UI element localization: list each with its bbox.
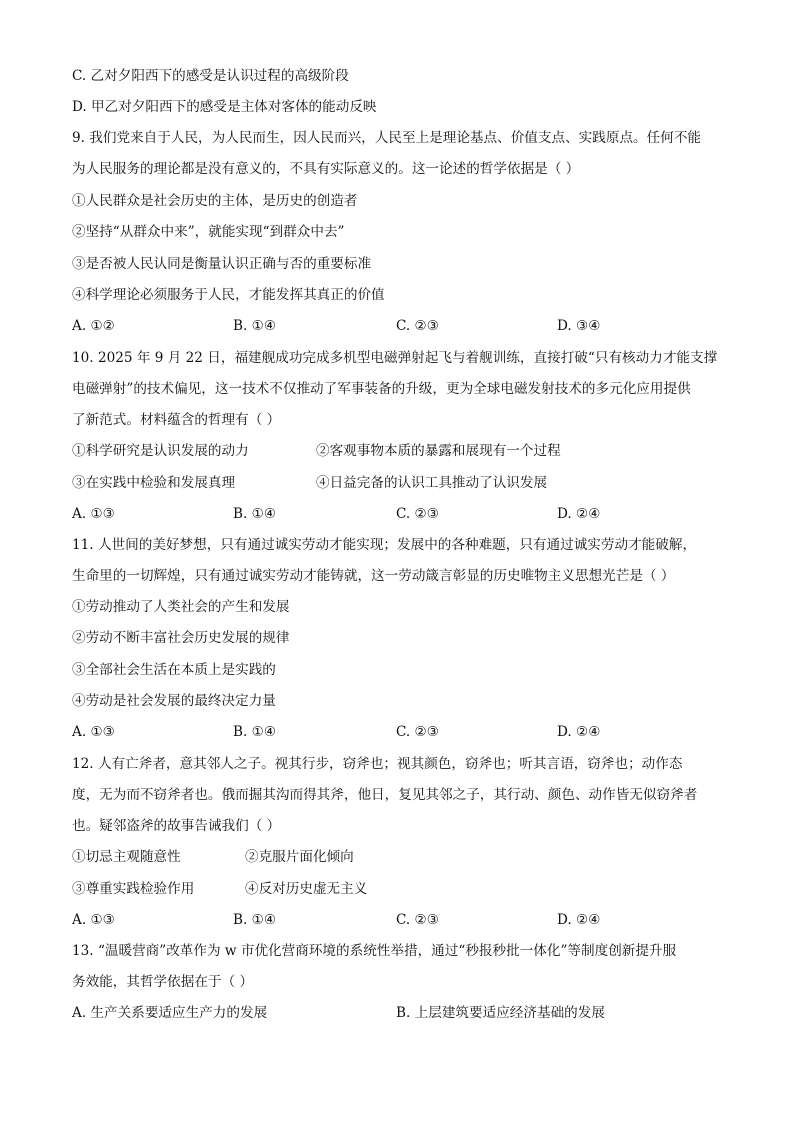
q8-option-d: D. 甲乙对夕阳西下的感受是主体对客体的能动反映 [72,99,377,115]
q13-option-a: A. 生产关系要适应生产力的发展 [72,1005,268,1021]
q11-statement-2: ②劳动不断丰富社会历史发展的规律 [72,630,290,646]
q8-option-c: C. 乙对夕阳西下的感受是认识过程的高级阶段 [72,68,349,84]
q13-stem-line-1: 13. “温暖营商”改革作为 w 市优化营商环境的系统性举措，通过“秒报秒批一体化”等制度创新提升服 [72,943,677,959]
q9-statement-2: ②坚持“从群众中来”，就能实现“到群众中去” [72,224,345,240]
q9-stem-line-2: 为人民服务的理论都是没有意义的，不具有实际意义的。这一论述的哲学依据是（ ） [72,161,580,177]
q12-stem-line-3: 也。疑邻盗斧的故事告诫我们（ ） [72,818,281,834]
q11-stem-line-1: 11. 人世间的美好梦想，只有通过诚实劳动才能实现；发展中的各种难题，只有通过诚实劳动才能破解， [72,537,697,553]
q11-option-b: B. ①④ [233,724,277,740]
q10-option-b: B. ①④ [233,506,277,522]
q12-statement-4: ④反对历史虚无主义 [245,881,368,897]
q10-option-d: D. ②④ [557,506,601,522]
q9-option-b: B. ①④ [233,318,277,334]
q11-statement-3: ③全部社会生活在本质上是实践的 [72,662,276,678]
q9-statement-1: ①人民群众是社会历史的主体，是历史的创造者 [72,193,358,209]
q11-option-c: C. ②③ [396,724,439,740]
q12-statement-3: ③尊重实践检验作用 [72,881,195,897]
q10-stem-line-1: 10. 2025 年 9 月 22 日，福建舰成功完成多机型电磁弹射起飞与着舰训练，直接打破“只有核动力才能支撑 [72,350,718,366]
q13-stem-line-2: 务效能，其哲学依据在于（ ） [72,974,254,990]
q9-option-c: C. ②③ [396,318,439,334]
q9-option-d: D. ③④ [557,318,601,334]
q10-stem-line-2: 电磁弹射”的技术偏见，这一技术不仅推动了军事装备的升级，更为全球电磁发射技术的多元化应用提供 [72,381,691,397]
q13-option-b: B. 上层建筑要适应经济基础的发展 [396,1005,605,1021]
q12-statement-2: ②克服片面化倾向 [245,849,354,865]
q12-option-d: D. ②④ [557,912,601,928]
q12-statement-1: ①切忌主观随意性 [72,849,181,865]
q11-option-d: D. ②④ [557,724,601,740]
q11-statement-1: ①劳动推动了人类社会的产生和发展 [72,599,290,615]
q12-option-b: B. ①④ [233,912,277,928]
q10-option-a: A. ①③ [72,506,115,522]
q10-option-c: C. ②③ [396,506,439,522]
q10-statement-2: ②客观事物本质的暴露和展现有一个过程 [316,443,561,459]
q9-stem-line-1: 9. 我们党来自于人民，为人民而生，因人民而兴，人民至上是理论基点、价值支点、实践原点。任何不能 [72,130,702,146]
q9-statement-4: ④科学理论必须服务于人民，才能发挥其真正的价值 [72,287,385,303]
q11-option-a: A. ①③ [72,724,115,740]
q12-option-c: C. ②③ [396,912,439,928]
q10-statement-4: ④日益完备的认识工具推动了认识发展 [316,475,548,491]
q11-statement-4: ④劳动是社会发展的最终决定力量 [72,693,276,709]
q9-option-a: A. ①② [72,318,115,334]
q12-option-a: A. ①③ [72,912,115,928]
q12-stem-line-2: 度，无为而不窃斧者也。俄而掘其沟而得其斧，他日，复见其邻之子，其行动、颜色、动作皆无似窃斧者 [72,787,698,803]
q10-statement-1: ①科学研究是认识发展的动力 [72,443,249,459]
q10-statement-3: ③在实践中检验和发展真理 [72,475,236,491]
q9-statement-3: ③是否被人民认同是衡量认识正确与否的重要标准 [72,256,372,272]
q12-stem-line-1: 12. 人有亡斧者，意其邻人之子。视其行步，窃斧也；视其颜色，窃斧也；听其言语，窃斧也；动作态 [72,756,683,772]
q11-stem-line-2: 生命里的一切辉煌，只有通过诚实劳动才能铸就，这一劳动箴言彰显的历史唯物主义思想光芒是（ ） [72,568,675,584]
q10-stem-line-3: 了新范式。材料蕴含的哲理有（ ） [72,412,281,428]
